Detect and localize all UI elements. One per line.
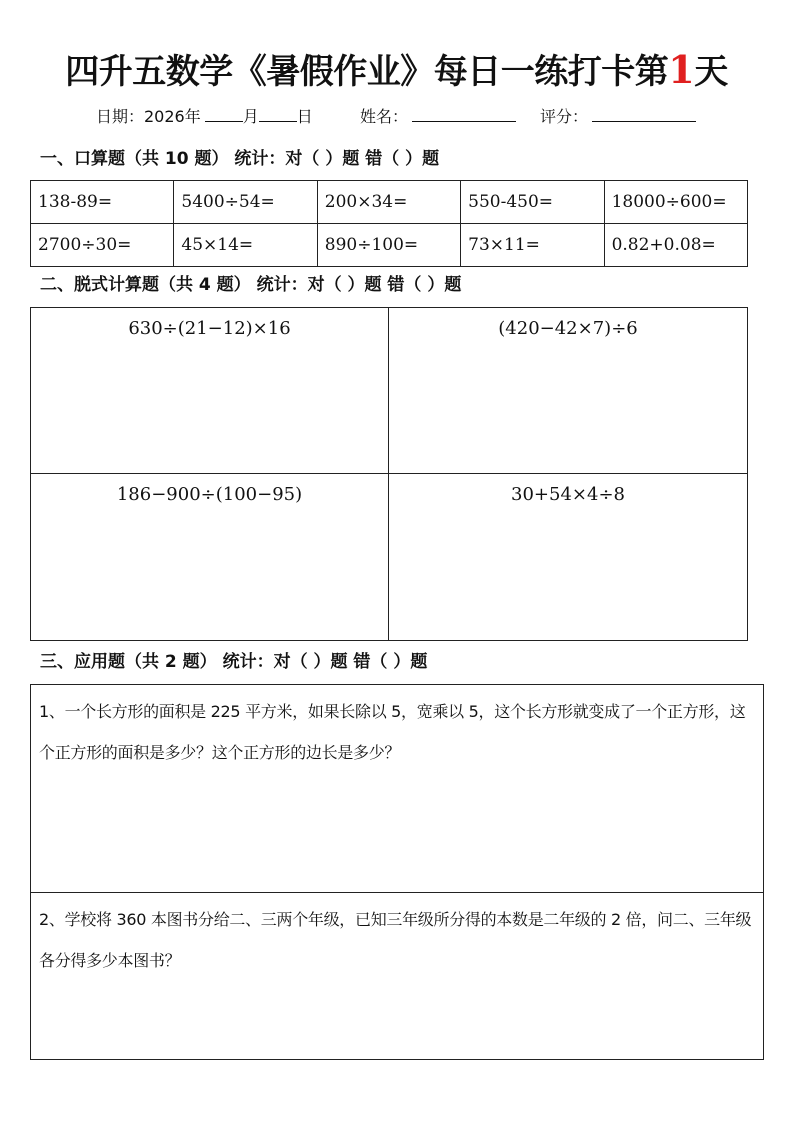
applied-problem[interactable]: 1、一个长方形的面积是 225 平方米，如果长除以 5，宽乘以 5，这个长方形就变成了一个正方形，这个正方形的面积是多少？这个正方形的边长是多少？ xyxy=(31,685,763,893)
month-label: 月 xyxy=(242,107,259,126)
month-blank[interactable] xyxy=(205,105,243,122)
applied-problem[interactable]: 2、学校将 360 本图书分给二、三两个年级，已知三年级所分得的本数是二年级的 2 倍，问二、三年级各分得多少本图书？ xyxy=(39,910,752,970)
day-blank[interactable] xyxy=(259,105,297,122)
stepwise-grid xyxy=(30,307,748,641)
date-field xyxy=(96,105,313,129)
name-blank[interactable] xyxy=(412,105,516,122)
applied-box xyxy=(30,684,764,1060)
section-applied-heading: 三、应用题（共 2 题） 统计：对（ ）题 错（ ）题 xyxy=(40,652,428,672)
oral-problem[interactable]: 2700÷30= xyxy=(31,224,174,267)
name-field xyxy=(360,105,516,129)
score-label: 评分： xyxy=(540,107,589,126)
stepwise-problem[interactable]: (420−42×7)÷6 xyxy=(389,308,747,474)
oral-problem[interactable]: 18000÷600= xyxy=(604,181,747,224)
oral-table xyxy=(30,180,748,267)
date-label: 日期：2026年 xyxy=(96,107,201,126)
oral-problem[interactable]: 890÷100= xyxy=(317,224,460,267)
oral-problem[interactable]: 138-89= xyxy=(31,181,174,224)
name-label: 姓名： xyxy=(360,107,409,126)
oral-problem[interactable]: 200×34= xyxy=(317,181,460,224)
oral-problem[interactable]: 73×11= xyxy=(461,224,604,267)
day-label: 日 xyxy=(296,107,313,126)
oral-problem[interactable]: 550-450= xyxy=(461,181,604,224)
stepwise-problem[interactable]: 186−900÷(100−95) xyxy=(31,474,389,640)
oral-problem[interactable]: 5400÷54= xyxy=(174,181,317,224)
score-field xyxy=(540,105,696,129)
page-title xyxy=(0,42,793,100)
title-prefix: 四升五数学《暑假作业》每日一练打卡第 xyxy=(65,52,669,92)
score-blank[interactable] xyxy=(592,105,696,122)
oral-problem[interactable]: 45×14= xyxy=(174,224,317,267)
stepwise-problem[interactable]: 30+54×4÷8 xyxy=(511,484,625,505)
stepwise-problem[interactable]: 630÷(21−12)×16 xyxy=(31,308,389,474)
table-row xyxy=(31,224,748,267)
oral-problem[interactable]: 0.82+0.08= xyxy=(604,224,747,267)
table-row xyxy=(31,181,748,224)
section-stepwise-heading: 二、脱式计算题（共 4 题） 统计：对（ ）题 错（ ）题 xyxy=(40,275,462,295)
title-day-number: 1 xyxy=(668,47,695,92)
section-oral-heading: 一、口算题（共 10 题） 统计：对（ ）题 错（ ）题 xyxy=(40,149,440,169)
title-suffix: 天 xyxy=(694,52,728,92)
